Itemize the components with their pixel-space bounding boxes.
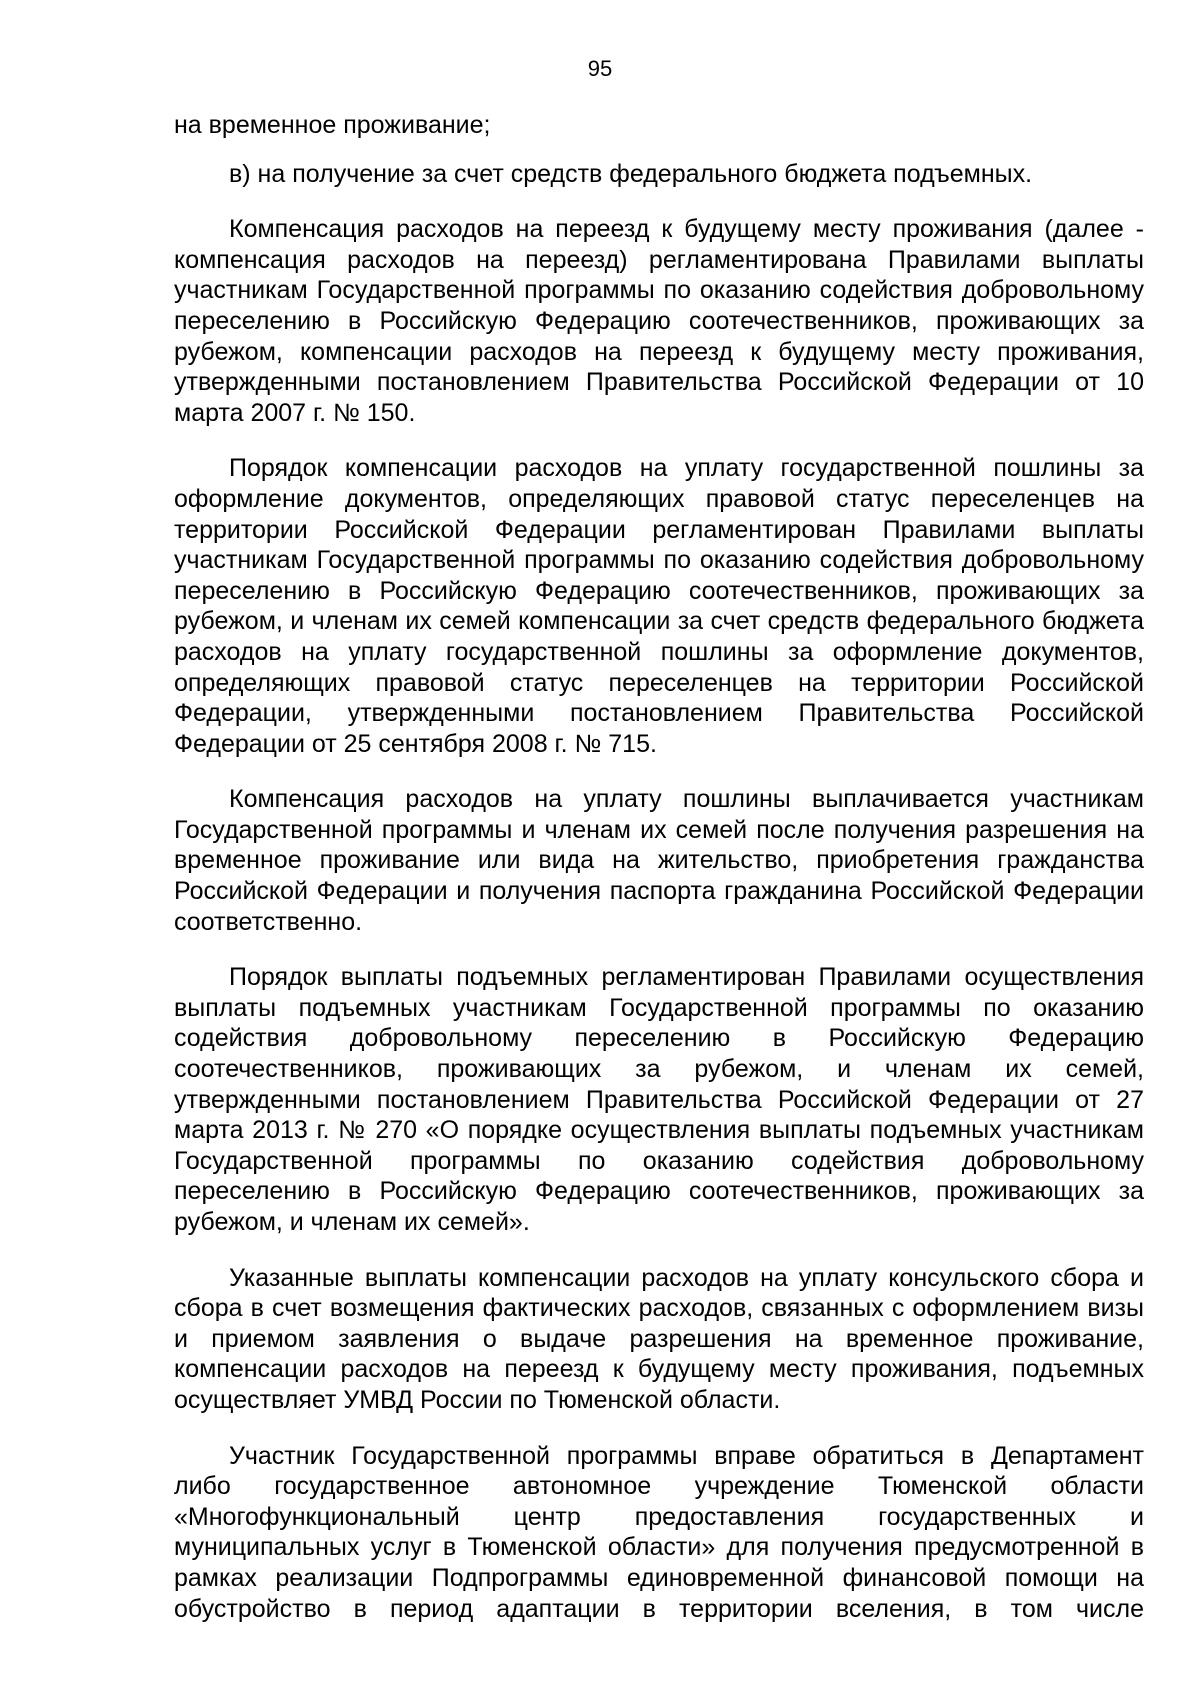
paragraph-item-v: в) на получение за счет средств федерального бюджета подъемных. — [229, 159, 1033, 188]
page-number: 95 — [587, 56, 613, 81]
paragraph-state-fee-procedure: Порядок компенсации расходов на уплату государственной пошлины за оформление документов, определяющих правовой статус переселенцев на территории Российской Федерации регламентирован Правилами выплаты участникам Государственной программы по оказанию содействия добровольному переселению в Российскую Федерацию соотечественников, проживающих за рубежом, и членам их семей компенсации за счет средств федерального бюджета расходов на уплату государственной пошлины за оформление документов, определяющих правовой статус переселенцев на территории Российской Федерации, утвержденными постановлением Правительства Российской Федерации от 25 сентября 2008 г. № 715. — [174, 454, 1144, 758]
paragraph-lifting-allowance: Порядок выплаты подъемных регламентирован Правилами осуществления выплаты подъемных участникам Государственной программы по оказанию содействия добровольному переселению в Российскую Федерацию соотечественников, проживающих за рубежом, и членам их семей, утвержденными постановлением Правительства Российской Федерации от 27 марта 2013 г. № 270 «О порядке осуществления выплаты подъемных участникам Государственной программы по оказанию содействия добровольному переселению в Российскую Федерацию соотечественников, проживающих за рубежом, и членам их семей». — [174, 963, 1144, 1236]
paragraph-payments-authority: Указанные выплаты компенсации расходов на уплату консульского сбора и сбора в счет возмещения фактических расходов, связанных с оформлением визы и приемом заявления о выдаче разрешения на временное проживание, компенсации расходов на переезд к будущему месту проживания, подъемных осуществляет УМВД России по Тюменской области. — [174, 1263, 1144, 1414]
paragraph-fee-compensation-payment: Компенсация расходов на уплату пошлины выплачивается участникам Государственной программы и членам их семей после получения разрешения на временное проживание или вида на жительство, приобретения гражданства Российской Федерации и получения паспорта гражданина Российской Федерации соответственно. — [174, 785, 1144, 936]
continuation-line: на временное проживание; — [174, 111, 491, 139]
paragraph-relocation-compensation: Компенсация расходов на переезд к будущему месту проживания (далее - компенсация расходов на переезд) регламентирована Правилами выплаты участникам Государственной программы по оказанию содействия добровольному переселению в Российскую Федерацию соотечественников, проживающих за рубежом, компенсации расходов на переезд к будущему месту проживания, утвержденными постановлением Правительства Российской Федерации от 10 марта 2007 г. № 150. — [174, 215, 1144, 427]
paragraph-financial-assistance: Участник Государственной программы вправе обратиться в Департамент либо государственное автономное учреждение Тюменской области «Многофункциональный центр предоставления государственных и муниципальных услуг в Тюменской области» для получения предусмотренной в рамках реализации Подпрограммы единовременной финансовой помощи на обустройство в период адаптации в территории вселения, в том числе — [174, 1441, 1144, 1623]
document-body — [174, 110, 1144, 1624]
